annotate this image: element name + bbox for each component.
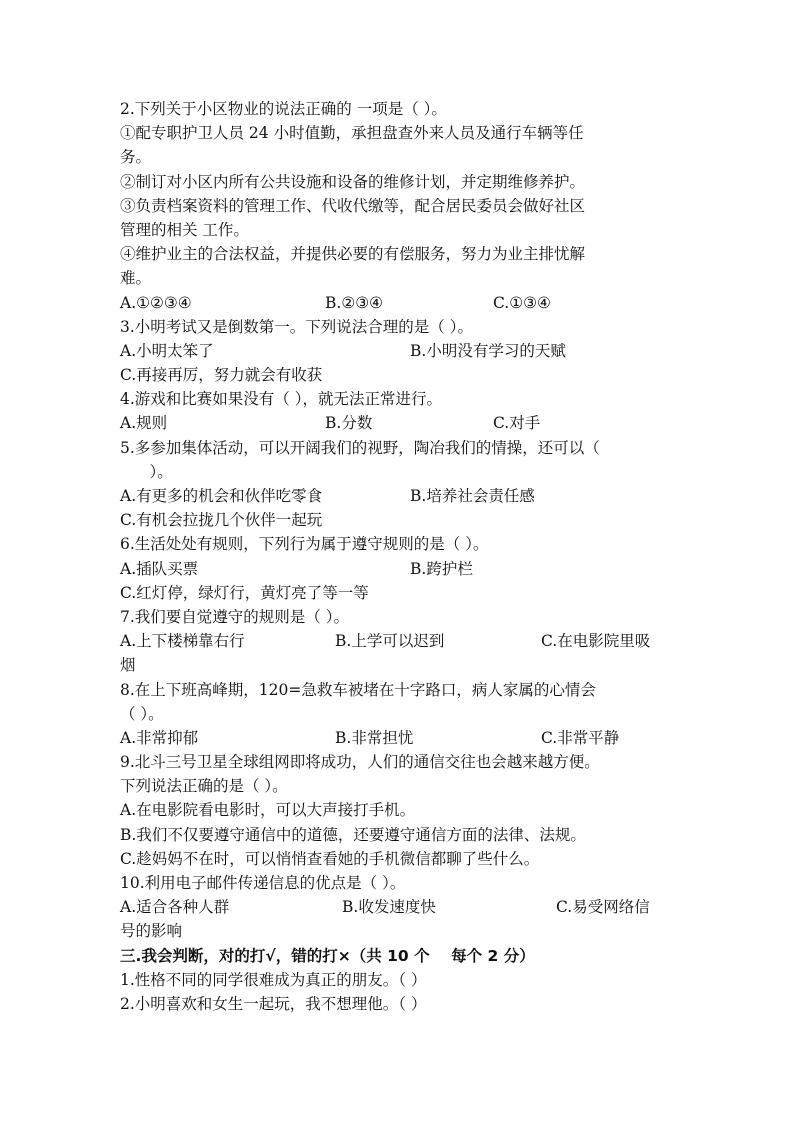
question-3-options (120, 339, 680, 363)
question-2-option-c[interactable]: C.①③④ (493, 293, 551, 312)
question-2-item-3-cont: 管理的相关 工作。 (120, 220, 249, 239)
question-5-options (120, 484, 680, 508)
question-5-option-b[interactable]: B.培养社会责任感 (410, 487, 535, 505)
judgement-item-1: 1.性格不同的同学很难成为真正的朋友。（ ） (120, 970, 427, 989)
question-2-options (120, 291, 680, 315)
question-7-option-c[interactable]: C.在电影院里吸 (541, 632, 651, 651)
question-9-option-b[interactable]: B.我们不仅要遵守通信中的道德，还要遵守通信方面的法律、法规。 (120, 825, 586, 844)
question-7-option-b[interactable]: B.上学可以迟到 (335, 632, 445, 651)
question-9-stem-cont: 下列说法正确的是（ ）。 (120, 777, 288, 796)
question-5-option-c[interactable]: C.有机会拉拢几个伙伴一起玩 (120, 511, 323, 530)
question-2-stem: 2.下列关于小区物业的说法正确的 一项是（ ）。 (120, 100, 447, 118)
exam-content (120, 97, 680, 1016)
question-7-options (120, 629, 680, 653)
judgement-item-2: 2.小明喜欢和女生一起玩，我不想理他。（ ） (120, 994, 427, 1013)
question-3-option-a[interactable]: A.小明太笨了 (120, 341, 214, 360)
question-10-option-b[interactable]: B.收发速度快 (342, 898, 436, 917)
question-7-option-a[interactable]: A.上下楼梯靠右行 (120, 632, 245, 651)
question-2-item-3: ③负责档案资料的管理工作、代收代缴等，配合居民委员会做好社区 (120, 196, 586, 215)
question-3-option-c[interactable]: C.再接再厉，努力就会有收获 (120, 366, 323, 385)
question-10-option-a[interactable]: A.适合各种人群 (120, 898, 230, 917)
question-10-stem: 10.利用电子邮件传递信息的优点是（ ）。 (120, 874, 406, 892)
question-2-item-2: ②制订对小区内所有公共设施和设备的维修计划，并定期维修养护。 (120, 172, 586, 191)
question-8-stem: 8.在上下班高峰期，120=急救车被堵在十字路口，病人家属的心情会 (120, 680, 596, 699)
question-8-option-a[interactable]: A.非常抑郁 (120, 728, 199, 747)
question-2-item-4: ④维护业主的合法权益，并提供必要的有偿服务，努力为业主排忧解 (120, 245, 586, 264)
question-4-options (120, 411, 680, 435)
question-6-option-a[interactable]: A.插队买票 (120, 559, 199, 578)
question-5-option-a[interactable]: A.有更多的机会和伙伴吃零食 (120, 487, 323, 505)
question-8-option-c[interactable]: C.非常平静 (541, 728, 620, 747)
question-5-stem: 5.多参加集体活动，可以开阔我们的视野，陶冶我们的情操，还可以（ (120, 438, 600, 457)
question-3-stem: 3.小明考试又是倒数第一。下列说法合理的是（ ）。 (120, 317, 473, 336)
question-9-stem: 9.北斗三号卫星全球组网即将成功，人们的通信交往也会越来越方便。 (120, 753, 600, 772)
question-4-option-a[interactable]: A.规则 (120, 414, 168, 433)
question-2-option-a[interactable]: A.①②③④ (120, 293, 192, 312)
question-9-option-c[interactable]: C.趁妈妈不在时，可以悄悄查看她的手机微信都聊了些什么。 (120, 849, 540, 868)
question-8-option-b[interactable]: B.非常担忧 (335, 728, 414, 747)
question-8-options (120, 726, 680, 750)
question-2-option-b[interactable]: B.②③④ (325, 293, 384, 312)
question-10-option-c-cont: 号的影响 (120, 922, 183, 941)
question-4-option-b[interactable]: B.分数 (325, 414, 373, 433)
section-3-heading: 三.我会判断，对的打√，错的打×（共 10 个 每个 2 分） (120, 946, 535, 965)
question-6-option-b[interactable]: B.跨护栏 (410, 559, 473, 578)
question-6-stem: 6.生活处处有规则，下列行为属于遵守规则的是（ ）。 (120, 535, 489, 554)
question-2-item-4-cont: 难。 (120, 269, 152, 288)
question-7-option-c-cont: 烟 (120, 656, 136, 675)
question-3-option-b[interactable]: B.小明没有学习的天赋 (410, 341, 566, 360)
question-4-stem: 4.游戏和比赛如果没有（ ），就无法正常进行。 (120, 390, 442, 409)
question-2-item-1: ①配专职护卫人员 24 小时值勤，承担盘查外来人员及通行车辆等任 (120, 124, 584, 143)
question-2-item-1-cont: 务。 (120, 148, 152, 167)
question-10-option-c[interactable]: C.易受网络信 (556, 898, 650, 917)
question-5-stem-cont: ）。 (120, 462, 173, 481)
question-6-option-c[interactable]: C.红灯停，绿灯行，黄灯亮了等一等 (120, 583, 369, 602)
question-10-options (120, 895, 680, 919)
question-4-option-c[interactable]: C.对手 (493, 414, 541, 433)
question-8-stem-cont: （ ）。 (120, 704, 164, 723)
question-6-options (120, 557, 680, 581)
question-9-option-a[interactable]: A.在电影院看电影时，可以大声接打手机。 (120, 801, 416, 820)
question-7-stem: 7.我们要自觉遵守的规则是（ ）。 (120, 607, 349, 626)
